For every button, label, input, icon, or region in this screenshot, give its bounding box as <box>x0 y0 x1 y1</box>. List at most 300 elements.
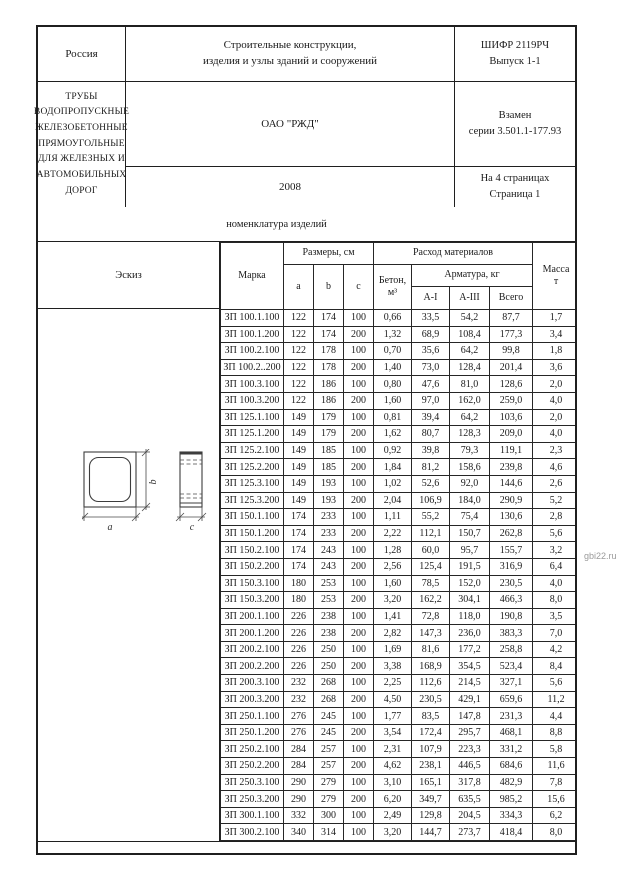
rebar-a3-cell: 184,0 <box>450 492 490 509</box>
dim-a-cell: 340 <box>284 824 314 841</box>
rebar-total-cell: 985,2 <box>490 791 533 808</box>
table-row <box>221 791 576 808</box>
year-cell <box>126 167 455 207</box>
dim-a-cell: 149 <box>284 492 314 509</box>
rebar-a3-cell: 304,1 <box>450 592 490 609</box>
concrete-cell: 1,69 <box>374 641 412 658</box>
dim-c-cell: 100 <box>344 542 374 559</box>
rebar-total-cell: 209,0 <box>490 426 533 443</box>
rebar-a3-cell: 81,0 <box>450 376 490 393</box>
rebar-a3-cell: 317,8 <box>450 774 490 791</box>
dim-c-cell: 200 <box>344 459 374 476</box>
dim-b-cell: 250 <box>314 641 344 658</box>
dim-b-label: b <box>148 479 159 485</box>
rebar-a1-cell: 39,4 <box>412 409 450 426</box>
concrete-cell: 3,20 <box>374 592 412 609</box>
table-row <box>221 542 576 559</box>
dim-b-cell: 238 <box>314 608 344 625</box>
mass-cell: 2,8 <box>533 509 575 526</box>
mass-cell: 11,6 <box>533 758 575 775</box>
dim-a-cell: 149 <box>284 475 314 492</box>
mark-cell: ЗП 125.3.200 <box>221 492 284 509</box>
replaces-cell <box>455 82 575 167</box>
table-row <box>221 392 576 409</box>
rebar-a1-cell: 238,1 <box>412 758 450 775</box>
concrete-cell: 2,25 <box>374 675 412 692</box>
mark-cell: ЗП 200.1.100 <box>221 608 284 625</box>
rebar-a3-cell: 177,2 <box>450 641 490 658</box>
rebar-a1-cell: 112,6 <box>412 675 450 692</box>
rebar-a3-cell: 295,7 <box>450 724 490 741</box>
pages-cell <box>455 167 575 207</box>
dim-c-cell: 200 <box>344 359 374 376</box>
org-label: ОАО "РЖД" <box>261 118 319 130</box>
dim-a-cell: 284 <box>284 758 314 775</box>
rebar-a3-cell: 191,5 <box>450 558 490 575</box>
dim-b-cell: 174 <box>314 310 344 327</box>
table-row <box>221 509 576 526</box>
dim-a-cell: 174 <box>284 558 314 575</box>
table-row <box>221 310 576 327</box>
concrete-cell: 3,54 <box>374 724 412 741</box>
mark-cell: ЗП 125.1.100 <box>221 409 284 426</box>
rebar-total-cell: 383,3 <box>490 625 533 642</box>
dim-a-cell: 276 <box>284 708 314 725</box>
concrete-cell: 2,04 <box>374 492 412 509</box>
rebar-a1-cell: 129,8 <box>412 807 450 824</box>
concrete-cell: 2,82 <box>374 625 412 642</box>
concrete-cell: 1,62 <box>374 426 412 443</box>
rebar-total-cell: 334,3 <box>490 807 533 824</box>
document-page <box>33 25 577 855</box>
dim-b-cell: 193 <box>314 492 344 509</box>
concrete-cell: 1,40 <box>374 359 412 376</box>
dim-a-cell: 122 <box>284 376 314 393</box>
rebar-a1-cell: 78,5 <box>412 575 450 592</box>
dim-c-cell: 100 <box>344 741 374 758</box>
mark-cell: ЗП 100.1.200 <box>221 326 284 343</box>
dim-a-cell: 122 <box>284 310 314 327</box>
nomenclature-table <box>38 242 575 841</box>
mass-cell: 7,0 <box>533 625 575 642</box>
rebar-a1-cell: 230,5 <box>412 691 450 708</box>
dim-c-cell: 200 <box>344 426 374 443</box>
dim-a-cell: 122 <box>284 392 314 409</box>
rebar-total-cell: 466,3 <box>490 592 533 609</box>
dim-a-cell: 174 <box>284 525 314 542</box>
mass-cell: 4,4 <box>533 708 575 725</box>
dim-b-cell: 174 <box>314 326 344 343</box>
dim-b-cell: 186 <box>314 376 344 393</box>
dim-c-header: c <box>344 265 374 310</box>
sketch-cell <box>38 309 219 841</box>
dim-a-cell: 180 <box>284 575 314 592</box>
rebar-a1-cell: 165,1 <box>412 774 450 791</box>
rebar-a1-cell: 144,7 <box>412 824 450 841</box>
dim-a-cell: 226 <box>284 641 314 658</box>
rebar-a1-cell: 349,7 <box>412 791 450 808</box>
concrete-cell: 2,49 <box>374 807 412 824</box>
rebar-total-cell: 327,1 <box>490 675 533 692</box>
rebar-total-header: Всего <box>490 287 533 310</box>
rebar-a1-cell: 168,9 <box>412 658 450 675</box>
table-row <box>221 459 576 476</box>
dim-c-cell: 200 <box>344 758 374 775</box>
dim-c-cell: 100 <box>344 343 374 360</box>
table-row <box>221 326 576 343</box>
dim-c-cell: 200 <box>344 625 374 642</box>
concrete-cell: 0,80 <box>374 376 412 393</box>
table-row <box>221 426 576 443</box>
dim-b-header: b <box>314 265 344 310</box>
concrete-cell: 1,02 <box>374 475 412 492</box>
dim-c-cell: 200 <box>344 392 374 409</box>
rebar-a3-cell: 223,3 <box>450 741 490 758</box>
rebar-a3-cell: 128,4 <box>450 359 490 376</box>
mark-cell: ЗП 125.2.100 <box>221 442 284 459</box>
rebar-total-cell: 468,1 <box>490 724 533 741</box>
series-title-line1: Строительные конструкции, <box>223 39 357 52</box>
dim-b-cell: 179 <box>314 409 344 426</box>
rebar-total-cell: 201,4 <box>490 359 533 376</box>
dim-c-cell: 200 <box>344 558 374 575</box>
rebar-total-cell: 259,0 <box>490 392 533 409</box>
table-row <box>221 608 576 625</box>
dim-a-cell: 226 <box>284 658 314 675</box>
dim-b-cell: 268 <box>314 691 344 708</box>
rebar-a1-cell: 39,8 <box>412 442 450 459</box>
dim-b-cell: 245 <box>314 724 344 741</box>
rebar-a3-cell: 64,2 <box>450 343 490 360</box>
sketch-header-label: Эскиз <box>115 269 142 281</box>
rebar-a1-cell: 33,5 <box>412 310 450 327</box>
dim-b-cell: 243 <box>314 558 344 575</box>
nomenclature-body <box>221 310 576 841</box>
mark-cell: ЗП 100.1.100 <box>221 310 284 327</box>
dim-c-cell: 200 <box>344 791 374 808</box>
concrete-cell: 1,77 <box>374 708 412 725</box>
concrete-cell: 1,11 <box>374 509 412 526</box>
pages-line1: На 4 страницах <box>480 173 550 185</box>
rebar-a3-cell: 147,8 <box>450 708 490 725</box>
rebar-a3-cell: 95,7 <box>450 542 490 559</box>
concrete-cell: 0,81 <box>374 409 412 426</box>
rebar-total-cell: 190,8 <box>490 608 533 625</box>
products-table <box>220 242 575 841</box>
footer-band <box>38 841 575 853</box>
rebar-total-cell: 230,5 <box>490 575 533 592</box>
rebar-a1-cell: 162,2 <box>412 592 450 609</box>
concrete-cell: 1,41 <box>374 608 412 625</box>
country-cell <box>38 27 126 82</box>
rebar-a1-cell: 125,4 <box>412 558 450 575</box>
dim-a-cell: 149 <box>284 442 314 459</box>
cipher-line2: Выпуск 1-1 <box>489 56 541 67</box>
rebar-a3-cell: 162,0 <box>450 392 490 409</box>
concrete-cell: 0,70 <box>374 343 412 360</box>
dim-b-cell: 268 <box>314 675 344 692</box>
dim-a-cell: 226 <box>284 608 314 625</box>
rebar-a3-cell: 75,4 <box>450 509 490 526</box>
dim-b-cell: 314 <box>314 824 344 841</box>
mark-cell: ЗП 200.2.200 <box>221 658 284 675</box>
dim-c-cell: 200 <box>344 525 374 542</box>
mass-cell: 3,6 <box>533 359 575 376</box>
table-row <box>221 758 576 775</box>
rebar-total-cell: 155,7 <box>490 542 533 559</box>
dim-a-header: a <box>284 265 314 310</box>
mass-cell: 5,6 <box>533 525 575 542</box>
mark-cell: ЗП 125.3.100 <box>221 475 284 492</box>
rebar-total-cell: 316,9 <box>490 558 533 575</box>
dim-c-cell: 100 <box>344 774 374 791</box>
mass-header-line1: Масса <box>542 263 570 275</box>
rebar-total-cell: 119,1 <box>490 442 533 459</box>
table-row <box>221 691 576 708</box>
rebar-a3-cell: 273,7 <box>450 824 490 841</box>
rebar-a3-cell: 429,1 <box>450 691 490 708</box>
dim-c-cell: 100 <box>344 442 374 459</box>
org-cell <box>126 82 455 167</box>
dim-a-cell: 232 <box>284 675 314 692</box>
dim-c-cell: 200 <box>344 492 374 509</box>
dim-c-cell: 100 <box>344 509 374 526</box>
table-row <box>221 409 576 426</box>
rebar-a1-cell: 60,0 <box>412 542 450 559</box>
rebar-total-cell: 482,9 <box>490 774 533 791</box>
table-row <box>221 575 576 592</box>
dim-c-label: c <box>189 522 195 533</box>
dim-c-cell: 200 <box>344 658 374 675</box>
dim-b-cell: 257 <box>314 741 344 758</box>
dim-c-cell: 100 <box>344 608 374 625</box>
materials-header: Расход материалов <box>374 243 533 265</box>
rebar-total-cell: 103,6 <box>490 409 533 426</box>
dim-b-cell: 193 <box>314 475 344 492</box>
dim-b-cell: 185 <box>314 459 344 476</box>
rebar-total-cell: 331,2 <box>490 741 533 758</box>
rebar-a1-cell: 81,2 <box>412 459 450 476</box>
dim-a-cell: 174 <box>284 509 314 526</box>
dim-a-cell: 122 <box>284 343 314 360</box>
mass-cell: 1,7 <box>533 310 575 327</box>
dim-b-cell: 233 <box>314 525 344 542</box>
concrete-header <box>374 265 412 310</box>
mass-cell: 8,4 <box>533 658 575 675</box>
rebar-a3-cell: 79,3 <box>450 442 490 459</box>
country-label: Россия <box>65 48 98 60</box>
rebar-total-cell: 659,6 <box>490 691 533 708</box>
table-row <box>221 475 576 492</box>
table-row <box>221 558 576 575</box>
rebar-a1-cell: 47,6 <box>412 376 450 393</box>
rebar-total-cell: 128,6 <box>490 376 533 393</box>
rebar-a3-cell: 635,5 <box>450 791 490 808</box>
dim-a-cell: 149 <box>284 459 314 476</box>
series-title-line2: изделия и узлы зданий и сооружений <box>202 55 378 67</box>
rebar-total-cell: 177,3 <box>490 326 533 343</box>
rebar-a1-cell: 112,1 <box>412 525 450 542</box>
dim-c-cell: 100 <box>344 475 374 492</box>
dim-a-cell: 284 <box>284 741 314 758</box>
rebar-a3-cell: 92,0 <box>450 475 490 492</box>
rebar-a3-cell: 152,0 <box>450 575 490 592</box>
dim-a-cell: 332 <box>284 807 314 824</box>
rebar-a3-cell: 446,5 <box>450 758 490 775</box>
mark-cell: ЗП 250.1.200 <box>221 724 284 741</box>
mark-cell: ЗП 250.3.200 <box>221 791 284 808</box>
pages-line2: Страница 1 <box>489 189 541 200</box>
mass-cell: 5,8 <box>533 741 575 758</box>
replaces-line1: Взамен <box>498 110 532 122</box>
mass-cell: 6,2 <box>533 807 575 824</box>
concrete-cell: 0,92 <box>374 442 412 459</box>
dim-a-cell: 226 <box>284 625 314 642</box>
rebar-total-cell: 684,6 <box>490 758 533 775</box>
rebar-a3-cell: 108,4 <box>450 326 490 343</box>
dim-a-cell: 232 <box>284 691 314 708</box>
rebar-total-cell: 262,8 <box>490 525 533 542</box>
table-row <box>221 592 576 609</box>
mass-cell: 8,8 <box>533 724 575 741</box>
mass-cell: 5,2 <box>533 492 575 509</box>
table-row <box>221 525 576 542</box>
mark-cell: ЗП 200.1.200 <box>221 625 284 642</box>
concrete-cell: 6,20 <box>374 791 412 808</box>
rebar-total-cell: 130,6 <box>490 509 533 526</box>
dim-c-cell: 100 <box>344 708 374 725</box>
mark-cell: ЗП 100.3.200 <box>221 392 284 409</box>
doc-title-line1: ТРУБЫ ВОДОПРОПУСКНЫЕ <box>33 91 130 118</box>
rebar-total-cell: 87,7 <box>490 310 533 327</box>
dim-a-cell: 174 <box>284 542 314 559</box>
dim-c-cell: 200 <box>344 691 374 708</box>
mark-cell: ЗП 150.3.200 <box>221 592 284 609</box>
mass-cell: 2,0 <box>533 376 575 393</box>
mark-cell: ЗП 150.1.100 <box>221 509 284 526</box>
doc-title-cell <box>33 82 130 207</box>
mark-cell: ЗП 150.2.100 <box>221 542 284 559</box>
mass-cell: 2,0 <box>533 409 575 426</box>
table-row <box>221 741 576 758</box>
concrete-cell: 1,84 <box>374 459 412 476</box>
mass-cell: 2,6 <box>533 475 575 492</box>
rebar-a3-cell: 158,6 <box>450 459 490 476</box>
mass-cell: 5,6 <box>533 675 575 692</box>
table-row <box>221 625 576 642</box>
series-title-cell <box>126 27 455 82</box>
rebar-a1-cell: 106,9 <box>412 492 450 509</box>
dim-b-cell: 243 <box>314 542 344 559</box>
replaces-line2: серии 3.501.1-177.93 <box>468 126 562 137</box>
dim-b-cell: 253 <box>314 575 344 592</box>
mark-cell: ЗП 100.2.100 <box>221 343 284 360</box>
year-label: 2008 <box>279 181 301 193</box>
mass-cell: 4,6 <box>533 459 575 476</box>
dim-c-cell: 100 <box>344 376 374 393</box>
mass-cell: 15,6 <box>533 791 575 808</box>
doc-title-line2: ЖЕЛЕЗОБЕТОННЫЕ ПРЯМОУГОЛЬНЫЕ <box>35 122 128 149</box>
dim-b-cell: 245 <box>314 708 344 725</box>
mark-cell: ЗП 300.1.100 <box>221 807 284 824</box>
concrete-cell: 1,28 <box>374 542 412 559</box>
rebar-a3-cell: 236,0 <box>450 625 490 642</box>
table-row <box>221 724 576 741</box>
table-row <box>221 675 576 692</box>
rebar-a3-cell: 354,5 <box>450 658 490 675</box>
mass-cell: 3,2 <box>533 542 575 559</box>
dim-a-label: a <box>107 522 113 533</box>
dim-b-cell: 279 <box>314 791 344 808</box>
mass-cell: 8,0 <box>533 824 575 841</box>
pipe-section-drawing <box>82 449 210 537</box>
table-row <box>221 442 576 459</box>
rebar-a1-cell: 55,2 <box>412 509 450 526</box>
mark-cell: ЗП 100.3.100 <box>221 376 284 393</box>
concrete-header-line1: Бетон, <box>378 274 407 286</box>
mass-header-line2: т <box>553 276 559 287</box>
mass-cell: 4,0 <box>533 426 575 443</box>
dim-a-cell: 290 <box>284 791 314 808</box>
cipher-line1: ШИФР 2119РЧ <box>480 40 550 52</box>
dim-b-cell: 279 <box>314 774 344 791</box>
mark-cell: ЗП 150.1.200 <box>221 525 284 542</box>
dim-b-cell: 178 <box>314 359 344 376</box>
rebar-total-cell: 144,6 <box>490 475 533 492</box>
rebar-a1-cell: 80,7 <box>412 426 450 443</box>
concrete-cell: 3,20 <box>374 824 412 841</box>
rebar-a1-cell: 35,6 <box>412 343 450 360</box>
dim-b-cell: 179 <box>314 426 344 443</box>
mass-cell: 4,2 <box>533 641 575 658</box>
rebar-a1-header: А-I <box>412 287 450 310</box>
rebar-a3-cell: 54,2 <box>450 310 490 327</box>
rebar-a3-cell: 64,2 <box>450 409 490 426</box>
mass-cell: 2,3 <box>533 442 575 459</box>
rebar-total-cell: 239,8 <box>490 459 533 476</box>
section-title-band <box>38 207 575 242</box>
mass-cell: 1,8 <box>533 343 575 360</box>
concrete-cell: 0,66 <box>374 310 412 327</box>
mark-cell: ЗП 125.2.200 <box>221 459 284 476</box>
rebar-a3-cell: 128,3 <box>450 426 490 443</box>
dim-b-cell: 185 <box>314 442 344 459</box>
rebar-total-cell: 99,8 <box>490 343 533 360</box>
mass-cell: 3,4 <box>533 326 575 343</box>
mark-cell: ЗП 200.3.100 <box>221 675 284 692</box>
table-row <box>221 658 576 675</box>
rebar-a3-cell: 150,7 <box>450 525 490 542</box>
concrete-header-line2: м³ <box>387 287 398 298</box>
mark-cell: ЗП 200.3.200 <box>221 691 284 708</box>
rebar-total-cell: 231,3 <box>490 708 533 725</box>
mass-header <box>533 243 575 310</box>
dim-c-cell: 200 <box>344 724 374 741</box>
rebar-a1-cell: 81,6 <box>412 641 450 658</box>
dim-c-cell: 100 <box>344 641 374 658</box>
table-row <box>221 359 576 376</box>
mass-cell: 8,0 <box>533 592 575 609</box>
concrete-cell: 4,50 <box>374 691 412 708</box>
dim-c-cell: 100 <box>344 807 374 824</box>
concrete-cell: 2,56 <box>374 558 412 575</box>
rebar-a1-cell: 83,5 <box>412 708 450 725</box>
rebar-a3-cell: 118,0 <box>450 608 490 625</box>
dim-b-cell: 300 <box>314 807 344 824</box>
dim-b-cell: 238 <box>314 625 344 642</box>
rebar-a1-cell: 52,6 <box>412 475 450 492</box>
mark-cell: ЗП 250.1.100 <box>221 708 284 725</box>
